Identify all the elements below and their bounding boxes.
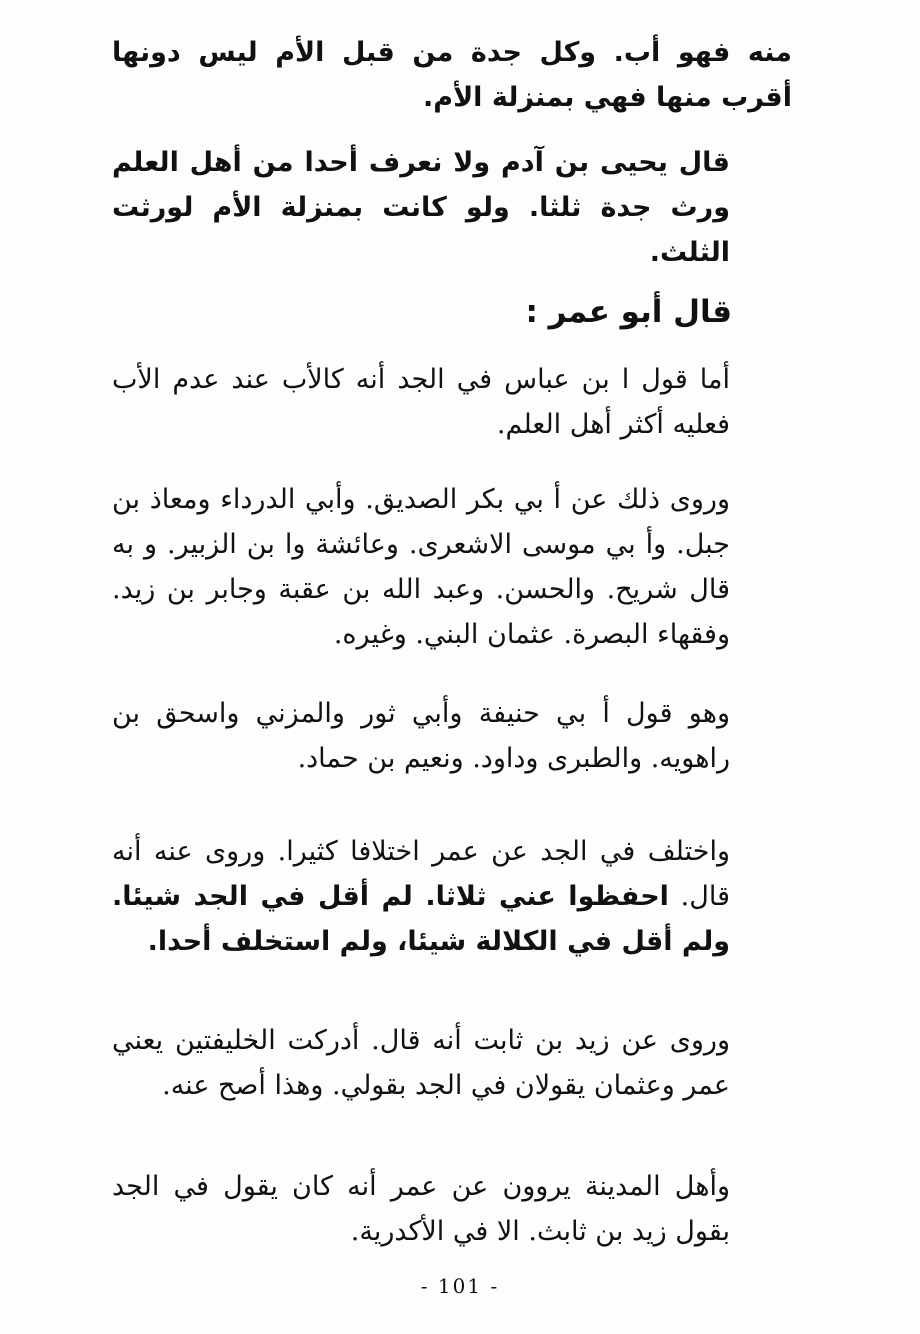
section-heading: قال أبو عمر : [525, 294, 732, 330]
paragraph-8: وأهل المدينة يروون عن عمر أنه كان يقول في الجد بقول زيد بن ثابث. الا في الأكدرية. [112, 1171, 730, 1247]
paragraph-2: قال يحيى بن آدم ولا نعرف أحدا من أهل العلم ورث جدة ثلثا. ولو كانت بمنزلة الأم لورثت الثلث. [112, 147, 730, 268]
paragraph-1: منه فهو أب. وكل جدة من قبل الأم ليس دونها أقرب منها فهي بمنزلة الأم. [112, 37, 792, 113]
paragraph-3: أما قول ا بن عباس في الجد أنه كالأب عند عدم الأب فعليه أكثر أهل العلم. [112, 364, 730, 440]
paragraph-6-text: واختلف في الجد عن عمر اختلافا كثيرا. وروى عنه أنه قال. [112, 836, 730, 912]
page-number: - 101 - [420, 1274, 500, 1298]
paragraph-7: وروى عن زيد بن ثابت أنه قال. أدركت الخليفتين يعني عمر وعثمان يقولان في الجد بقولي. وهذا أصح عنه. [112, 1025, 730, 1101]
paragraph-6-quote: احفظوا عني ثلاثا. لم أقل في الجد شيئا. ولم أقل في الكلالة شيئا، ولم استخلف أحدا. [112, 881, 730, 957]
paragraph-6 [112, 829, 792, 964]
paragraph-5: وهو قول أ بي حنيفة وأبي ثور والمزني واسحق بن راهويه. والطبرى وداود. ونعيم بن حماد. [112, 698, 730, 774]
paragraph-4: وروى ذلك عن أ بي بكر الصديق. وأبي الدرداء ومعاذ بن جبل. وأ بي موسى الاشعرى. وعائشة وا بن الزبير. و به قال شريح. والحسن. وعبد الله بن عقبة وجابر بن زيد. وفقهاء البصرة. عثمان البني. وغيره. [112, 484, 730, 650]
